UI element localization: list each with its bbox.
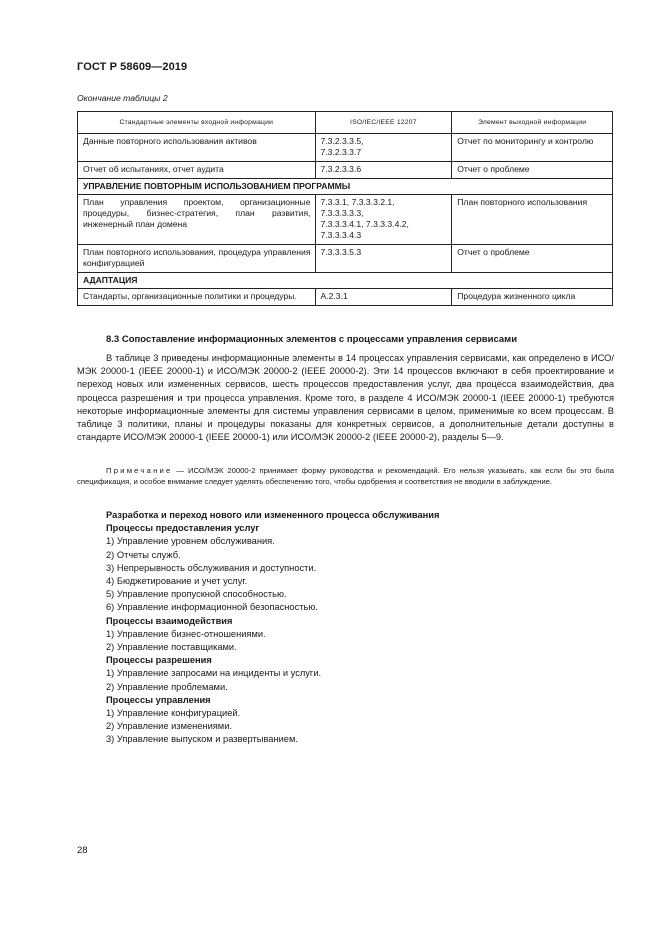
list-item: 6) Управление информационной безопасностью. xyxy=(106,602,318,613)
clause-ref: 7.3.2.3.3.5, xyxy=(320,136,364,146)
output-element-cell: План повторного использования xyxy=(452,195,613,245)
clause-ref: 7.3.2.3.3.7 xyxy=(320,147,362,157)
list-item: 2) Отчеты служб. xyxy=(106,549,181,560)
table-row xyxy=(78,289,613,306)
output-element-cell: Отчет о проблеме xyxy=(452,162,613,179)
column-header: ISO/IEC/IEEE 12207 xyxy=(315,112,452,134)
table-row xyxy=(78,134,613,162)
list-item: 1) Управление бизнес-отношениями. xyxy=(106,628,266,639)
clause-ref: 7.3.3.3.3.3, xyxy=(320,208,364,218)
page-number: 28 xyxy=(77,845,88,856)
note xyxy=(77,465,614,488)
list-heading: Процессы разрешения xyxy=(106,655,212,666)
column-header: Стандартные элементы входной информации xyxy=(78,112,316,134)
clause-ref-cell xyxy=(315,195,452,245)
input-element-cell: Данные повторного использования активов xyxy=(78,134,316,162)
group-heading: АДАПТАЦИЯ xyxy=(78,273,613,289)
list-item: 2) Управление поставщиками. xyxy=(106,642,237,653)
process-lists xyxy=(106,509,439,747)
clause-ref-cell xyxy=(315,134,452,162)
section-title: 8.3 Сопоставление информационных элементов с процессами управления сервисами xyxy=(106,334,518,345)
list-item: 1) Управление конфигурацией. xyxy=(106,708,241,719)
list-item: 3) Управление выпуском и развертыванием. xyxy=(106,734,298,745)
clause-ref-cell xyxy=(315,245,452,273)
clause-ref: A.2.3.1 xyxy=(320,291,348,301)
section-paragraph: В таблице 3 приведены информационные элементы в 14 процессах управления сервисами, как определено в ИСО/МЭК 20000-1 (IEEE 20000-1) и ИСО/МЭК 20000-2 (IEEE 20000-2). Эти 14 процессов включают в себя проектирование и переход новых или измененных сервисов, шесть процессов предоставления услуг, два процесса взаимодействия, два процесса разрешения и три процесса управления. Кроме того, в разделе 4 ИСО/МЭК 20000-1 (IEEE 20000-1) требуются некоторые информационные элементы для системы управления сервисами в целом, применимые ко всем процессам. В таблице 3 политики, планы и процедуры показаны для конкретных сервисов, а дополнительные детали доступны в стандарте ИСО/МЭК 20000-1 (IEEE 20000-1) или ИСО/МЭК 20000-2 (IEEE 20000-2), разделы 5—9. xyxy=(77,353,614,443)
clause-ref-cell xyxy=(315,289,452,306)
list-item: 2) Управление изменениями. xyxy=(106,721,232,732)
clause-ref-cell xyxy=(315,162,452,179)
input-element-cell: План управления проектом, организационные процедуры, бизнес-стратегия, план развития, инженерный план домена xyxy=(78,195,316,245)
list-heading: Процессы управления xyxy=(106,694,211,705)
list-item: 5) Управление пропускной способностью. xyxy=(106,589,287,600)
table-row xyxy=(78,195,613,245)
table-header-row xyxy=(78,112,613,134)
clause-ref: 7.3.2.3.3.6 xyxy=(320,164,362,174)
list-heading: Процессы предоставления услуг xyxy=(106,523,260,534)
table-row xyxy=(78,245,613,273)
input-output-table xyxy=(77,111,613,306)
note-text: — ИСО/МЭК 20000-2 принимает форму руководства и рекомендаций. Его нельзя указывать, как если бы это была спецификация, и особое внимание следует уделять обеспечению того, чтобы одобрения и соответствия не вводили в заблуждение. xyxy=(77,466,614,487)
list-item: 2) Управление проблемами. xyxy=(106,681,228,692)
document-header: ГОСТ Р 58609—2019 xyxy=(77,61,188,73)
clause-ref: 7.3.3.3.4.1, 7.3.3.3.4.2, xyxy=(320,219,409,229)
list-item: 3) Непрерывность обслуживания и доступности. xyxy=(106,562,317,573)
group-heading: УПРАВЛЕНИЕ ПОВТОРНЫМ ИСПОЛЬЗОВАНИЕМ ПРОГРАММЫ xyxy=(78,179,613,195)
table-row xyxy=(78,162,613,179)
clause-ref: 7.3.3.3.5.3 xyxy=(320,247,362,257)
table-group-row xyxy=(78,179,613,195)
input-element-cell: План повторного использования, процедура управления конфигурацией xyxy=(78,245,316,273)
list-heading: Разработка и переход нового или измененного процесса обслуживания xyxy=(106,510,440,520)
column-header: Элемент выходной информации xyxy=(452,112,613,134)
output-element-cell: Отчет по мониторингу и контролю xyxy=(452,134,613,162)
output-element-cell: Процедура жизненного цикла xyxy=(452,289,613,306)
clause-ref: 7.3.3.1, 7.3.3.3.2.1, xyxy=(320,197,395,207)
output-element-cell: Отчет о проблеме xyxy=(452,245,613,273)
clause-ref: 7.3.3.3.4.3 xyxy=(320,230,362,240)
list-item: 4) Бюджетирование и учет услуг. xyxy=(106,576,248,587)
list-item: 1) Управление уровнем обслуживания. xyxy=(106,536,275,547)
table-group-row xyxy=(78,273,613,289)
list-item: 1) Управление запросами на инциденты и услуги. xyxy=(106,668,322,679)
table-caption: Окончание таблицы 2 xyxy=(77,93,168,103)
list-heading: Процессы взаимодействия xyxy=(106,615,233,626)
input-element-cell: Стандарты, организационные политики и процедуры. xyxy=(78,289,316,306)
note-label: Примечание xyxy=(106,466,173,475)
input-element-cell: Отчет об испытаниях, отчет аудита xyxy=(78,162,316,179)
